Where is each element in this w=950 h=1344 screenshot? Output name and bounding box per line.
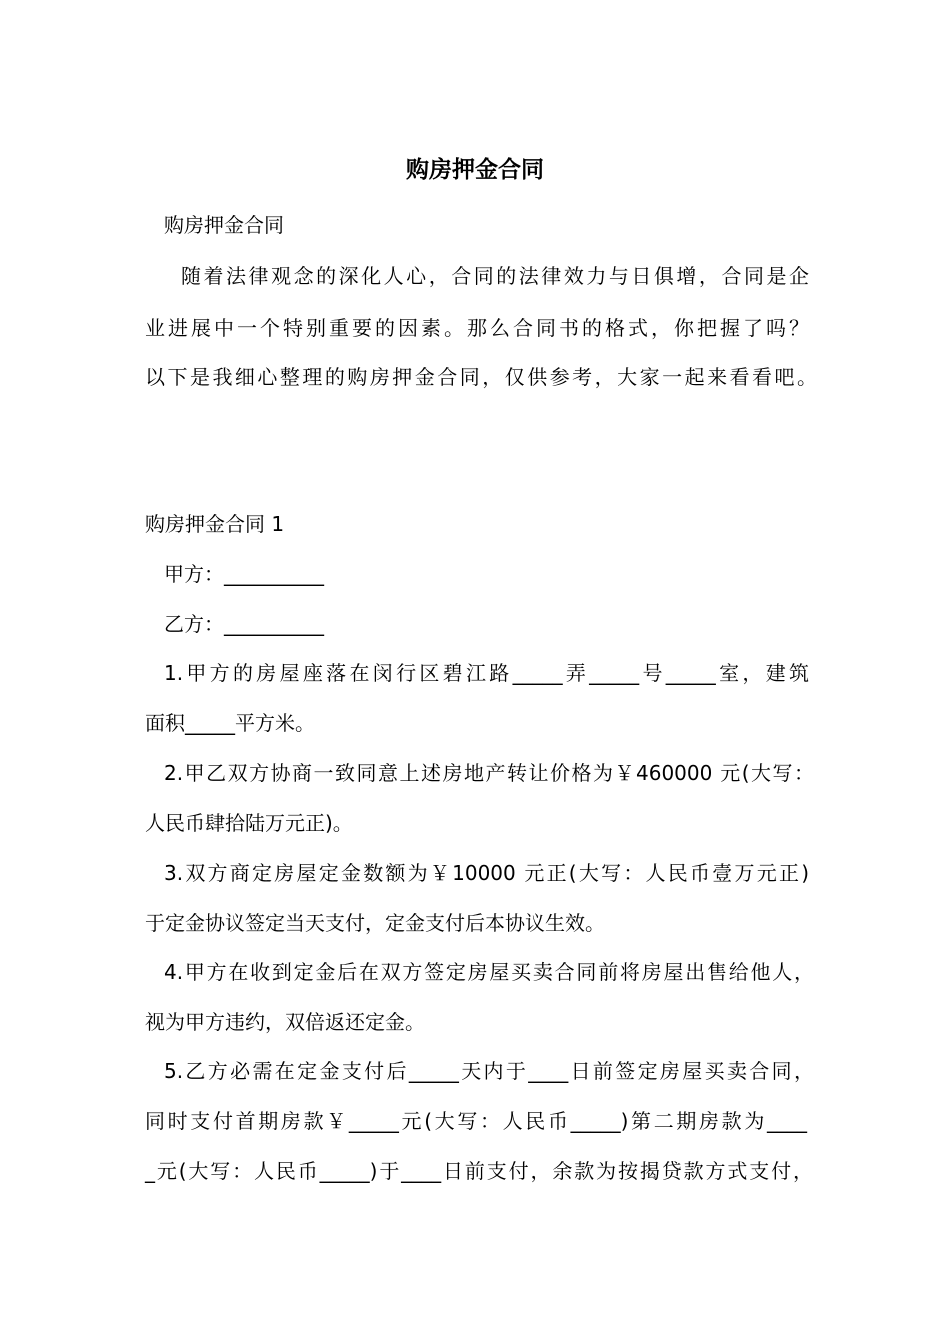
clause-1-line-2: 面积_____平方米。 (145, 711, 315, 735)
intro-line-2: 业进展中一个特别重要的因素。那么合同书的格式，你把握了吗？ (145, 316, 809, 340)
clause-1-line-1: 1.甲方的房屋座落在闵行区碧江路_____弄_____号_____室，建筑 (164, 661, 809, 685)
party-b-line: 乙方：__________ (164, 612, 324, 636)
party-a-line: 甲方：__________ (164, 562, 324, 586)
clause-2-line-1: 2.甲乙双方协商一致同意上述房地产转让价格为￥460000 元(大写： (164, 761, 814, 785)
clause-3-line-2: 于定金协议签定当天支付，定金支付后本协议生效。 (145, 911, 605, 935)
clause-5-line-3: _元(大写：人民币_____)于____日前支付，余款为按揭贷款方式支付， (145, 1159, 813, 1183)
document-subtitle: 购房押金合同 (164, 213, 284, 237)
clause-3-line-1: 3.双方商定房屋定金数额为￥10000 元正(大写：人民币壹万元正) (164, 861, 809, 885)
clause-5-line-2: 同时支付首期房款￥_____元(大写：人民币_____)第二期房款为____ (145, 1109, 807, 1133)
clause-2-line-2: 人民币肆拾陆万元正)。 (145, 811, 353, 835)
contract-heading: 购房押金合同 1 (145, 512, 285, 536)
document-title: 购房押金合同 (406, 157, 544, 183)
intro-line-1: 随着法律观念的深化人心，合同的法律效力与日俱增，合同是企 (181, 264, 809, 288)
intro-line-3: 以下是我细心整理的购房押金合同，仅供参考，大家一起来看看吧。 (145, 365, 817, 389)
clause-4-line-2: 视为甲方违约，双倍返还定金。 (145, 1010, 425, 1034)
clause-5-line-1: 5.乙方必需在定金支付后_____天内于____日前签定房屋买卖合同， (164, 1059, 814, 1083)
clause-4-line-1: 4.甲方在收到定金后在双方签定房屋买卖合同前将房屋出售给他人， (164, 960, 814, 984)
